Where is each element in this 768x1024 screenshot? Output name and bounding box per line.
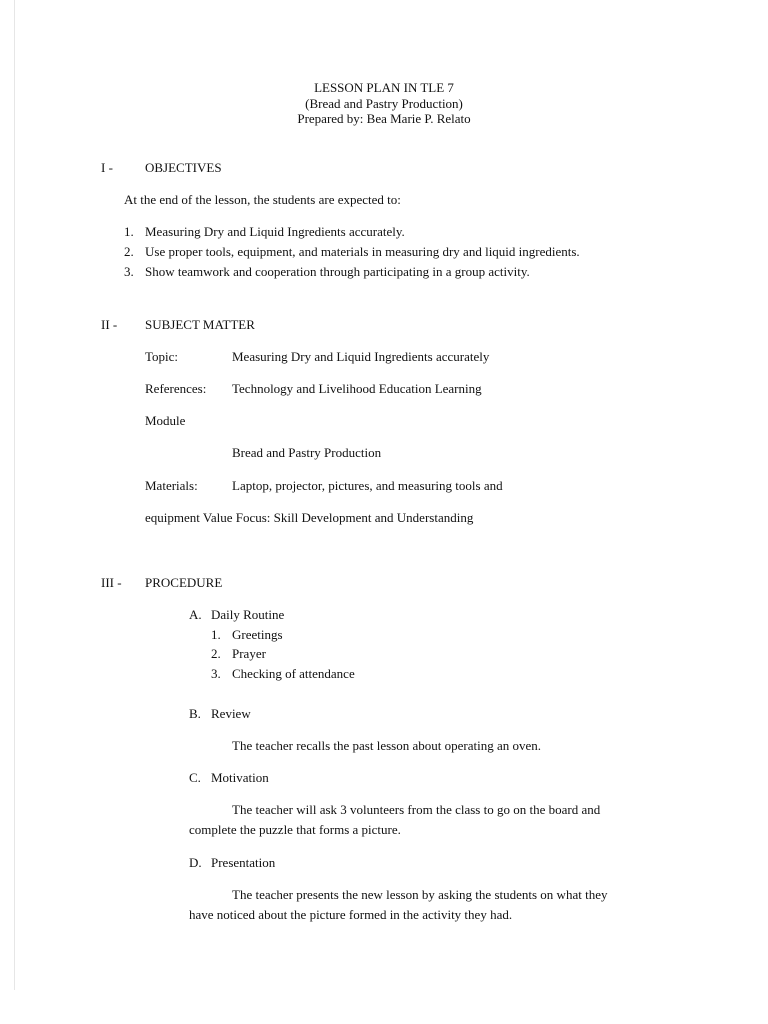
- references-value-2: Bread and Pastry Production: [232, 445, 382, 460]
- list-number: 1.: [211, 627, 221, 642]
- procedure-letter: A.: [189, 607, 202, 622]
- motivation-text-line-2: complete the puzzle that forms a picture.: [189, 822, 401, 837]
- routine-item: Checking of attendance: [232, 666, 355, 681]
- materials-label: Materials:: [145, 478, 198, 493]
- procedure-letter: D.: [189, 855, 202, 870]
- section-numeral-procedure: III -: [101, 575, 122, 590]
- section-heading-objectives: OBJECTIVES: [145, 160, 222, 175]
- materials-continuation: equipment Value Focus: Skill Development and Understanding: [145, 510, 474, 525]
- section-numeral-subject-matter: II -: [101, 317, 118, 332]
- section-numeral-objectives: I -: [101, 160, 113, 175]
- list-number: 2.: [124, 244, 134, 259]
- procedure-title-daily-routine: Daily Routine: [211, 607, 285, 622]
- materials-value: Laptop, projector, pictures, and measuring tools and: [232, 478, 503, 493]
- objective-item: Measuring Dry and Liquid Ingredients accurately.: [145, 224, 405, 239]
- objectives-intro: At the end of the lesson, the students are expected to:: [124, 192, 401, 207]
- objective-item: Use proper tools, equipment, and materials in measuring dry and liquid ingredients.: [145, 244, 580, 259]
- section-heading-subject-matter: SUBJECT MATTER: [145, 317, 255, 332]
- references-module: Module: [145, 413, 186, 428]
- prepared-by: Prepared by: Bea Marie P. Relato: [297, 111, 471, 126]
- presentation-text-line-2: have noticed about the picture formed in the activity they had.: [189, 907, 513, 922]
- procedure-letter: C.: [189, 770, 201, 785]
- list-number: 1.: [124, 224, 134, 239]
- document-title: LESSON PLAN IN TLE 7: [314, 80, 454, 95]
- references-value: Technology and Livelihood Education Learning: [232, 381, 482, 396]
- topic-value: Measuring Dry and Liquid Ingredients accurately: [232, 349, 490, 364]
- motivation-text-line-1: The teacher will ask 3 volunteers from the class to go on the board and: [232, 802, 601, 817]
- document-subtitle: (Bread and Pastry Production): [305, 96, 463, 111]
- topic-label: Topic:: [145, 349, 179, 364]
- routine-item: Greetings: [232, 627, 283, 642]
- procedure-letter: B.: [189, 706, 201, 721]
- references-label: References:: [145, 381, 207, 396]
- procedure-title-presentation: Presentation: [211, 855, 276, 870]
- review-text: The teacher recalls the past lesson about operating an oven.: [232, 738, 541, 753]
- routine-item: Prayer: [232, 646, 266, 661]
- procedure-title-motivation: Motivation: [211, 770, 269, 785]
- presentation-text-line-1: The teacher presents the new lesson by asking the students on what they: [232, 887, 608, 902]
- objective-item: Show teamwork and cooperation through participating in a group activity.: [145, 264, 530, 279]
- list-number: 2.: [211, 646, 221, 661]
- list-number: 3.: [211, 666, 221, 681]
- page-edge: [14, 0, 15, 990]
- procedure-title-review: Review: [211, 706, 251, 721]
- section-heading-procedure: PROCEDURE: [145, 575, 223, 590]
- list-number: 3.: [124, 264, 134, 279]
